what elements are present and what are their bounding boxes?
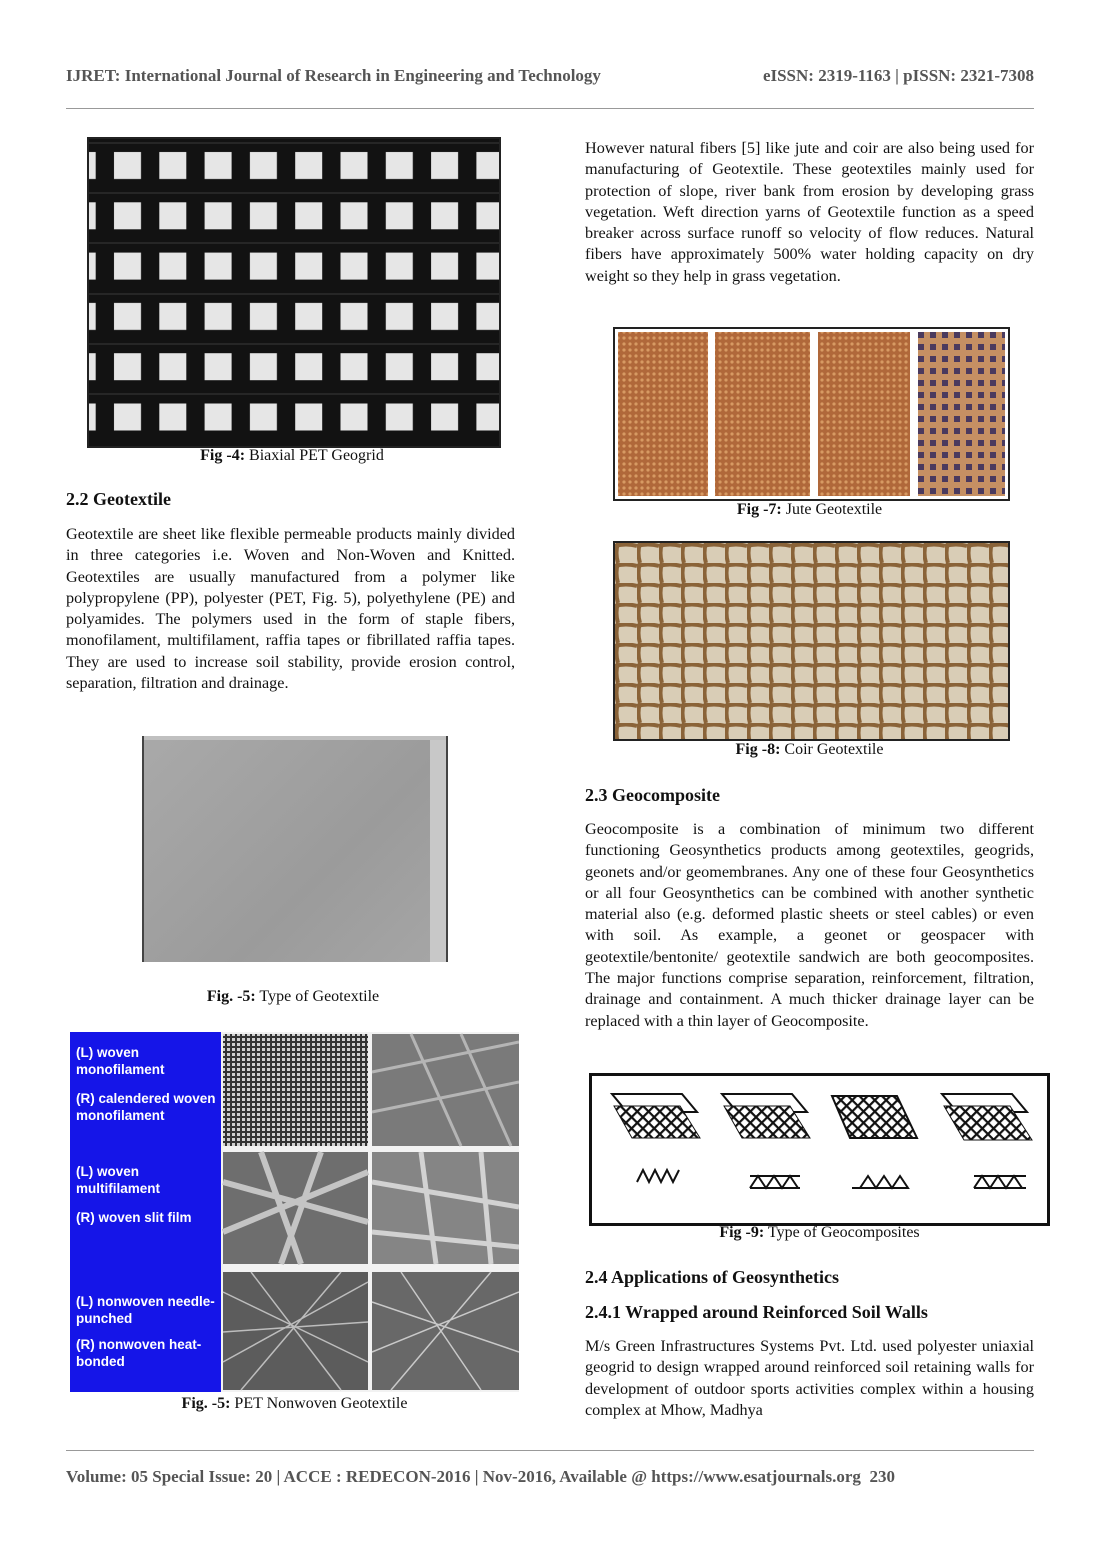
jute-swatch-1 — [618, 332, 708, 496]
section-2-4-1-heading: 2.4.1 Wrapped around Reinforced Soil Walls — [585, 1302, 928, 1322]
fig8-coir-image — [613, 541, 1010, 741]
geocomposite-2 — [722, 1094, 810, 1188]
header-rule — [66, 108, 1034, 109]
section-2-2-body: Geotextile are sheet like flexible permeable products mainly divided in three categories i.e. Woven and Non-Woven and Knitted. Geotextiles are usually manufactured from a polymer like polypropylene (PP), polyester (PET, Fig. 5), polyethylene (PE) and polyamides. The polymers used in the form of staple fibers, monofilament, multifilament, raffia tapes or fibrillated raffia tapes. They are used to increase soil stability, provide erosion control, separation, filtration and drainage. — [66, 525, 515, 693]
footer-rule — [66, 1450, 1034, 1451]
geocomposite-3 — [832, 1096, 917, 1188]
micrograph-heat-bonded — [372, 1272, 519, 1390]
fig5b-label-4: (R) woven slit film — [76, 1210, 192, 1225]
running-header — [66, 66, 1034, 94]
fig5a-caption-label: Fig. -5: — [206, 988, 256, 1005]
fig7-caption-text: Jute Geotextile — [781, 501, 883, 518]
fig4-geogrid-image — [87, 137, 501, 448]
fig5-geotextile-image — [142, 736, 448, 962]
fig4-caption-text: Biaxial PET Geogrid — [245, 447, 384, 464]
fig5b-micrographs — [221, 1032, 519, 1392]
fig8-caption-label: Fig -8: — [735, 741, 781, 758]
section-2-4-heading: 2.4 Applications of Geosynthetics — [585, 1267, 840, 1287]
geocomposite-4 — [942, 1094, 1032, 1188]
fig5b-caption — [70, 1395, 519, 1413]
fig5b-label-1: (L) woven monofilament — [76, 1045, 165, 1077]
fig5b-caption-text: PET Nonwoven Geotextile — [230, 1395, 408, 1412]
fig9-caption-label: Fig -9: — [719, 1224, 765, 1241]
fig5a-caption-text: Type of Geotextile — [255, 988, 380, 1005]
fig9-geocomposites-image — [589, 1073, 1050, 1226]
page-number: 230 — [869, 1467, 895, 1486]
jute-swatch-4 — [918, 332, 1005, 496]
jute-swatch-2 — [715, 332, 810, 496]
section-2-2-heading: 2.2 Geotextile — [66, 489, 171, 509]
section-2-4-1-body: M/s Green Infrastructures Systems Pvt. Ltd. used polyester uniaxial geogrid to design wrapped around reinforced soil retaining walls for development of outdoor sports activities complex within a housing complex at Mhow, Madhya — [585, 1337, 1034, 1419]
fig8-caption — [613, 741, 1006, 759]
fig5a-caption — [142, 988, 444, 1006]
fig5b-sem-panel — [70, 1032, 519, 1392]
fig9-caption — [589, 1224, 1050, 1242]
section-2-3-body: Geocomposite is a combination of minimum two different functioning Geosynthetics products among geotextiles, geogrids, geonets and/or geomembranes. Any one of these four Geosynthetics or all four Geosynthetics can be combined with another synthetic material also (e.g. deformed plastic sheets or steel cables) or even with soil. As example, a geonet or geospacer with geotextile/bentonite/ geotextile sandwich are both geocomposites. The major functions comprise separation, reinforcement, filtration, drainage and containment. A much thicker drainage layer can be replaced with a thin layer of Geocomposite. — [585, 820, 1034, 1030]
journal-title: IJRET: International Journal of Research in Engineering and Technology — [66, 66, 601, 85]
fig8-caption-text: Coir Geotextile — [780, 741, 884, 758]
fig4-caption — [87, 447, 497, 465]
fig5b-label-6: (R) nonwoven heat-bonded — [76, 1337, 202, 1369]
fig5b-label-5: (L) nonwoven needle-punched — [76, 1294, 215, 1326]
micrograph-woven-monofilament — [223, 1034, 368, 1146]
micrograph-calendered — [372, 1034, 519, 1146]
jute-swatch-3 — [818, 332, 910, 496]
fig5b-label-2: (R) calendered woven monofilament — [76, 1091, 216, 1123]
fig5b-label-3: (L) woven multifilament — [76, 1164, 161, 1196]
footer-text: Volume: 05 Special Issue: 20 | ACCE : REDECON-2016 | Nov-2016, Available @ https://www.esatjournals.org — [66, 1467, 861, 1486]
geocomposite-1 — [612, 1094, 700, 1182]
fig9-caption-text: Type of Geocomposites — [764, 1224, 920, 1241]
running-footer — [66, 1467, 1034, 1487]
right-intro-paragraph: However natural fibers [5] like jute and coir are also being used for manufacturing of Geotextile. These geotextiles mainly used for protection of slope, river bank from erosion by developing grass vegetation. Weft direction yarns of Geotextile function as a speed breaker across surface runoff so velocity of flow reduces. Natural fibers have approximately 500% water holding capacity on dry weight so they help in grass vegetation. — [585, 139, 1034, 285]
fig7-caption-label: Fig -7: — [736, 501, 782, 518]
issn-info: eISSN: 2319-1163 | pISSN: 2321-7308 — [762, 66, 1034, 85]
section-2-3-heading: 2.3 Geocomposite — [585, 785, 720, 805]
fig7-jute-image — [613, 327, 1010, 501]
fig5b-caption-label: Fig. -5: — [181, 1395, 231, 1412]
fig7-caption — [613, 501, 1006, 519]
fig4-caption-label: Fig -4: — [200, 447, 246, 464]
